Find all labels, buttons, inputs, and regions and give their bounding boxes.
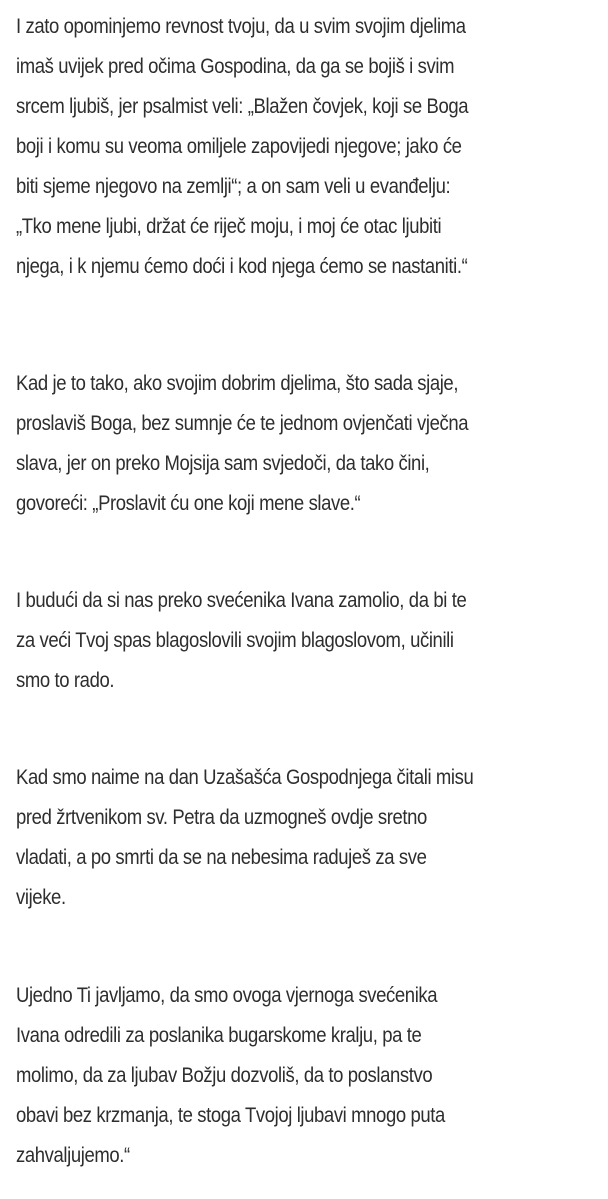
text-line: zahvaljujemo.“	[16, 1143, 130, 1167]
paragraph-2	[16, 363, 606, 523]
paragraph-1	[16, 6, 606, 286]
text-line: I budući da si nas preko svećenika Ivana zamolio, da bi te	[16, 588, 467, 612]
text-line: obavi bez krzmanja, te stoga Tvojoj ljubavi mnogo puta	[16, 1103, 445, 1127]
text-line: pred žrtvenikom sv. Petra da uzmogneš ovdje sretno	[16, 805, 427, 829]
text-line: za veći Tvoj spas blagoslovili svojim blagoslovom, učinili	[16, 628, 454, 652]
text-line: boji i komu su veoma omiljele zapovijedi njegove; jako će	[16, 134, 462, 158]
text-line: proslaviš Boga, bez sumnje će te jednom ovjenčati vječna	[16, 411, 469, 435]
text-line: Ujedno Ti javljamo, da smo ovoga vjernoga svećenika	[16, 983, 438, 1007]
paragraph-4	[16, 757, 606, 917]
text-line: smo to rado.	[16, 668, 115, 692]
text-line: vijeke.	[16, 885, 66, 909]
text-line: molimo, da za ljubav Božju dozvoliš, da to poslanstvo	[16, 1063, 433, 1087]
text-line: Kad smo naime na dan Uzašašća Gospodnjega čitali misu	[16, 765, 474, 789]
text-line: Ivana odredili za poslanika bugarskome kralju, pa te	[16, 1023, 422, 1047]
text-line: biti sjeme njegovo na zemlji“; a on sam veli u evanđelju:	[16, 174, 451, 198]
text-line: Kad je to tako, ako svojim dobrim djelima, što sada sjaje,	[16, 371, 459, 395]
text-line: vladati, a po smrti da se na nebesima raduješ za sve	[16, 845, 427, 869]
paragraph-5	[16, 975, 606, 1175]
text-line: govoreći: „Proslavit ću one koji mene slave.“	[16, 491, 361, 515]
text-line: imaš uvijek pred očima Gospodina, da ga se bojiš i svim	[16, 54, 455, 78]
text-line: srcem ljubiš, jer psalmist veli: „Blažen čovjek, koji se Boga	[16, 94, 469, 118]
text-line: slava, jer on preko Mojsija sam svjedoči, da tako čini,	[16, 451, 430, 475]
text-line: njega, i k njemu ćemo doći i kod njega ćemo se nastaniti.“	[16, 254, 468, 278]
text-line: „Tko mene ljubi, držat će riječ moju, i moj će otac ljubiti	[16, 214, 442, 238]
text-line: I zato opominjemo revnost tvoju, da u svim svojim djelima	[16, 14, 466, 38]
paragraph-3	[16, 580, 606, 700]
